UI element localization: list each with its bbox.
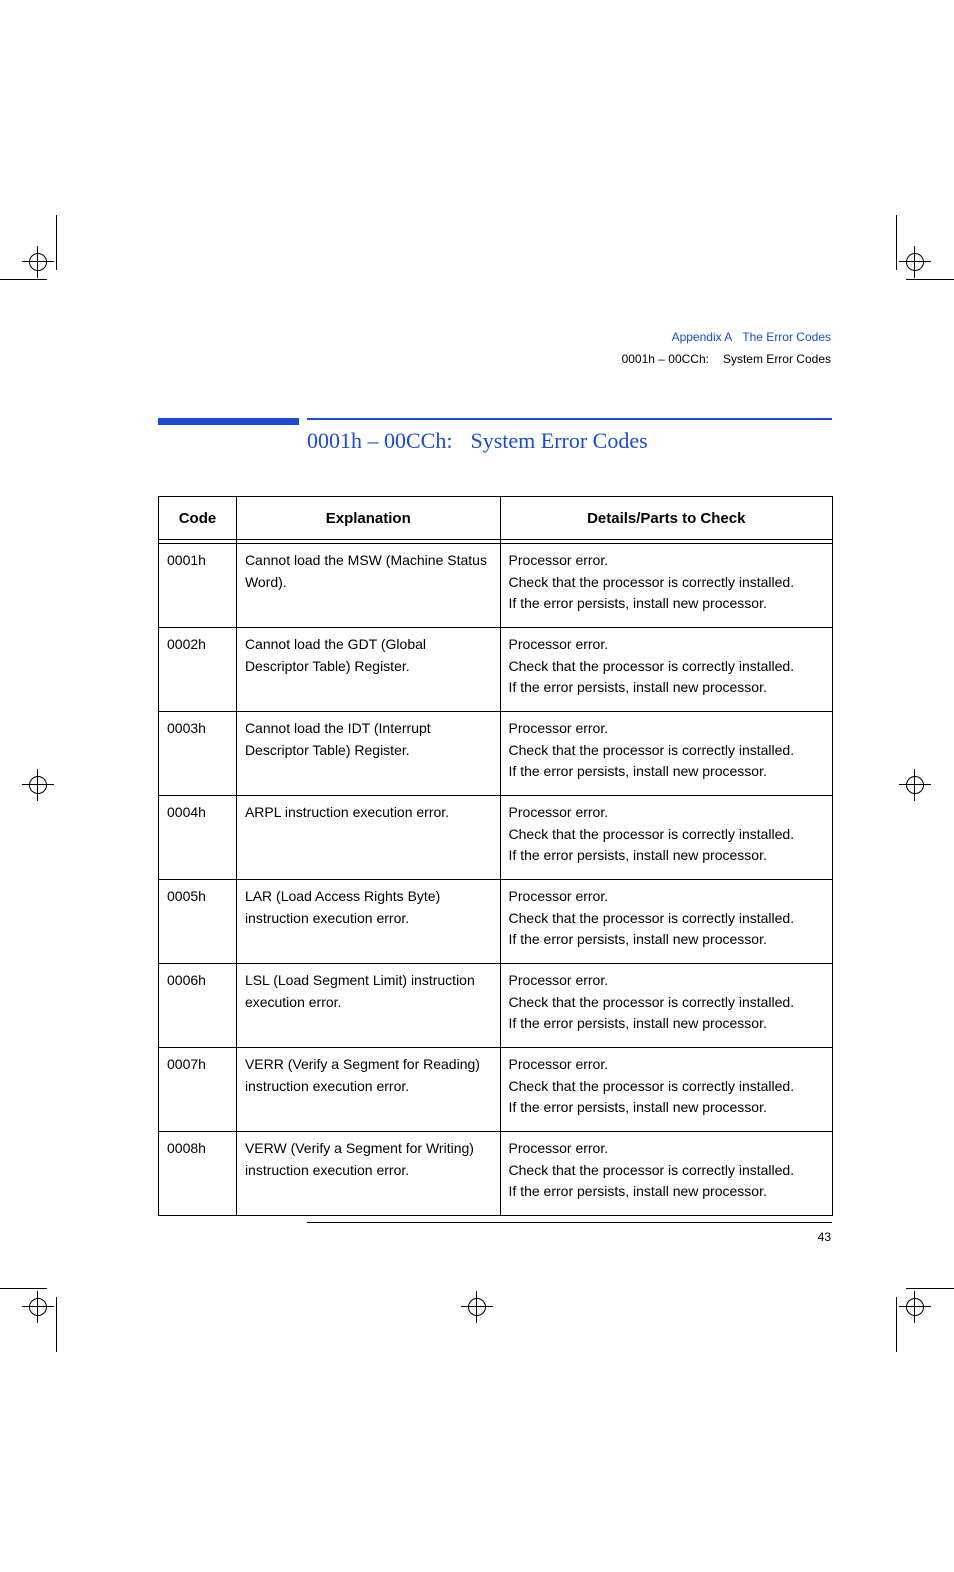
crop-mark [0,279,47,280]
crop-mark [896,215,897,270]
details-cell [500,796,832,880]
details-line: If the error persists, install new processor. [508,1015,767,1031]
details-cell [500,1048,832,1132]
registration-mark-icon [899,1291,931,1323]
details-line: If the error persists, install new processor. [508,1183,767,1199]
details-line: Processor error. [508,552,609,568]
table-row [159,1048,833,1132]
details-line: Processor error. [508,804,609,820]
error-code-table [158,496,833,1216]
explanation-cell: Cannot load the IDT (Interrupt Descriptor Table) Register. [236,712,500,796]
error-code-cell: 0002h [159,628,237,712]
table-header-row [159,497,833,540]
details-line: Processor error. [508,636,609,652]
details-line: Check that the processor is correctly installed. [508,657,795,674]
error-code-cell: 0003h [159,712,237,796]
details-cell [500,628,832,712]
header-chapter: The Error Codes [742,330,831,344]
details-cell [500,1132,832,1216]
page-title [307,428,648,454]
details-line: Check that the processor is correctly installed. [508,573,795,590]
crop-mark [906,279,954,280]
explanation-cell: ARPL instruction execution error. [236,796,500,880]
error-code-cell: 0004h [159,796,237,880]
details-line: Check that the processor is correctly installed. [508,909,795,926]
crop-mark [56,215,57,270]
error-code-cell: 0008h [159,1132,237,1216]
header-subtitle: System Error Codes [722,352,831,366]
explanation-cell: LSL (Load Segment Limit) instruction execution error. [236,964,500,1048]
header-chapter-line [672,330,831,344]
column-header-details: Details/Parts to Check [500,497,832,540]
crop-mark [56,1297,57,1352]
explanation-cell: Cannot load the MSW (Machine Status Word). [236,544,500,628]
registration-mark-icon [22,769,54,801]
details-line: Check that the processor is correctly installed. [508,1161,795,1178]
details-line: If the error persists, install new processor. [508,1099,767,1115]
details-line: Check that the processor is correctly installed. [508,825,795,842]
registration-mark-icon [461,1291,493,1323]
table-row [159,544,833,628]
table-row [159,964,833,1048]
registration-mark-icon [22,1291,54,1323]
table-row [159,712,833,796]
explanation-cell: VERW (Verify a Segment for Writing) instruction execution error. [236,1132,500,1216]
title-range: 0001h – 00CCh: [307,428,453,453]
error-code-cell: 0006h [159,964,237,1048]
details-line: Processor error. [508,1056,609,1072]
title-text: System Error Codes [470,428,648,453]
explanation-cell: Cannot load the GDT (Global Descriptor Table) Register. [236,628,500,712]
error-code-cell: 0001h [159,544,237,628]
title-accent-bar [158,418,299,425]
explanation-cell: VERR (Verify a Segment for Reading) instruction execution error. [236,1048,500,1132]
details-cell [500,712,832,796]
error-code-cell: 0007h [159,1048,237,1132]
details-line: If the error persists, install new processor. [508,763,767,779]
details-line: Processor error. [508,972,609,988]
details-line: Check that the processor is correctly installed. [508,993,795,1010]
details-line: Processor error. [508,888,609,904]
crop-mark [906,1288,954,1289]
details-line: If the error persists, install new processor. [508,847,767,863]
registration-mark-icon [899,769,931,801]
crop-mark [0,1288,47,1289]
column-header-code: Code [159,497,237,540]
table-row [159,628,833,712]
registration-mark-icon [22,246,54,278]
footer-rule [307,1222,832,1223]
page-number: 43 [817,1230,831,1244]
table-row [159,1132,833,1216]
column-header-explanation: Explanation [236,497,500,540]
details-line: Check that the processor is correctly installed. [508,1077,795,1094]
header-subtitle-line [622,352,831,366]
registration-mark-icon [899,246,931,278]
details-cell [500,964,832,1048]
header-range: 0001h – 00CCh: [621,352,709,366]
table-row [159,796,833,880]
details-line: If the error persists, install new processor. [508,595,767,611]
details-line: If the error persists, install new processor. [508,679,767,695]
details-line: Check that the processor is correctly installed. [508,741,795,758]
details-line: If the error persists, install new processor. [508,931,767,947]
details-cell [500,544,832,628]
explanation-cell: LAR (Load Access Rights Byte) instruction execution error. [236,880,500,964]
details-line: Processor error. [508,1140,609,1156]
crop-mark [896,1297,897,1352]
table-row [159,880,833,964]
error-code-cell: 0005h [159,880,237,964]
title-rule [307,418,832,420]
details-cell [500,880,832,964]
details-line: Processor error. [508,720,609,736]
header-section: Appendix A [671,330,733,344]
